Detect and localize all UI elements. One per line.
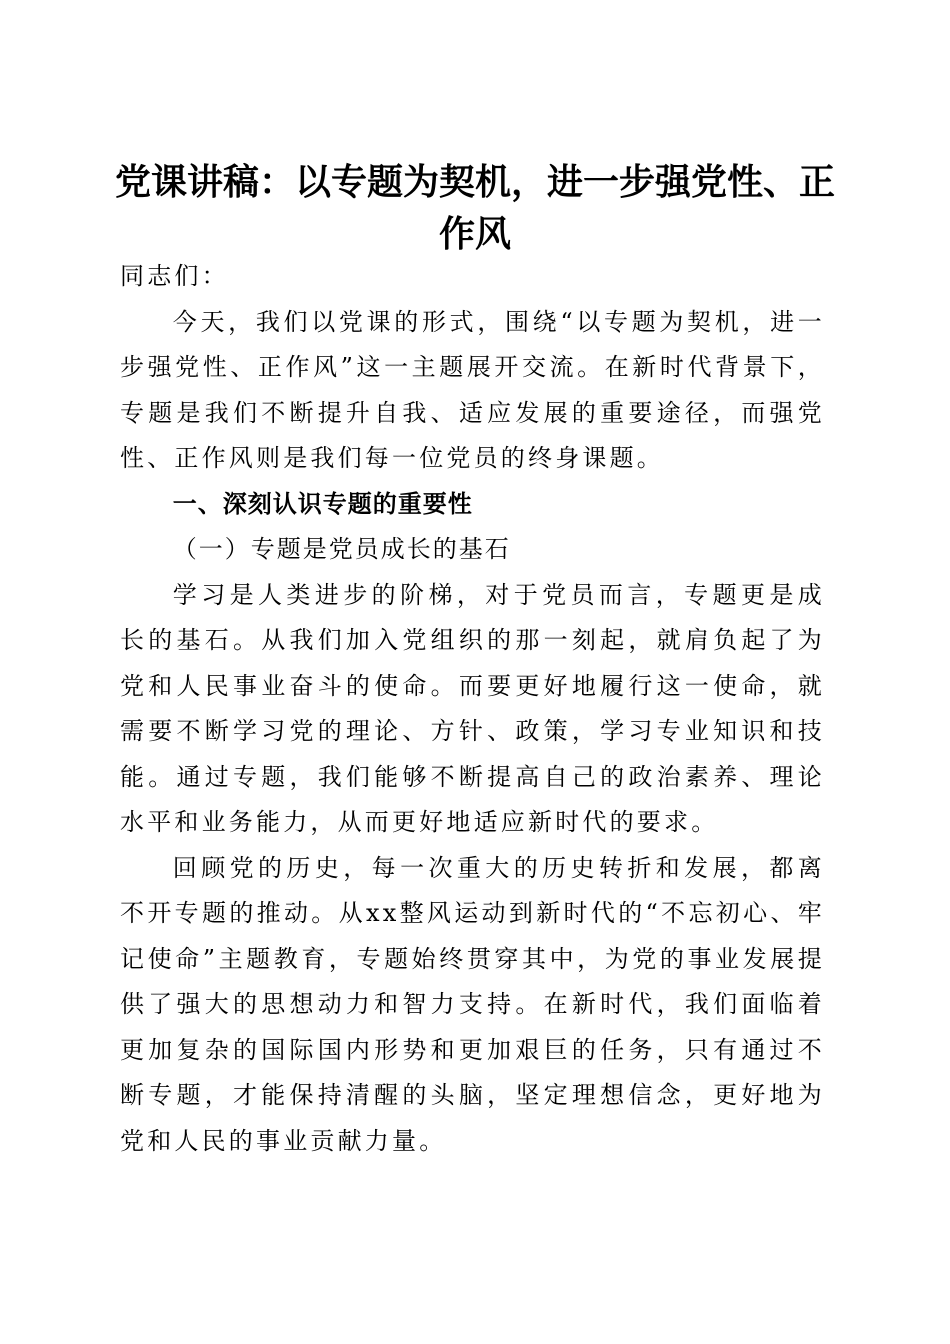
- intro-paragraph: 今天，我们以党课的形式，围绕“以专题为契机，进一步强党性、正作风”这一主题展开交流。在新时代背景下，专题是我们不断提升自我、适应发展的重要途径，而强党性、正作风则是我们每一位党员的终身课题。: [120, 307, 825, 472]
- document-title: 党课讲稿：以专题为契机，进一步强党性、正作风: [114, 162, 835, 256]
- subsection-heading: （一）专题是党员成长的基石: [172, 535, 511, 563]
- document-body: [120, 254, 825, 1164]
- paragraph: 回顾党的历史，每一次重大的历史转折和发展，都离不开专题的推动。从xx整风运动到新时代的“不忘初心、牢记使命”主题教育，专题始终贯穿其中，为党的事业发展提供了强大的思想动力和智力支持。在新时代，我们面临着更加复杂的国际国内形势和更加艰巨的任务，只有通过不断专题，才能保持清醒的头脑，坚定理想信念，更好地为党和人民的事业贡献力量。: [120, 853, 825, 1155]
- paragraph: 学习是人类进步的阶梯，对于党员而言，专题更是成长的基石。从我们加入党组织的那一刻起，就肩负起了为党和人民事业奋斗的使命。而要更好地履行这一使命，就需要不断学习党的理论、方针、政策，学习专业知识和技能。通过专题，我们能够不断提高自己的政治素养、理论水平和业务能力，从而更好地适应新时代的要求。: [120, 580, 825, 836]
- section-heading: 一、深刻认识专题的重要性: [172, 489, 473, 518]
- greeting: 同志们：: [120, 262, 229, 290]
